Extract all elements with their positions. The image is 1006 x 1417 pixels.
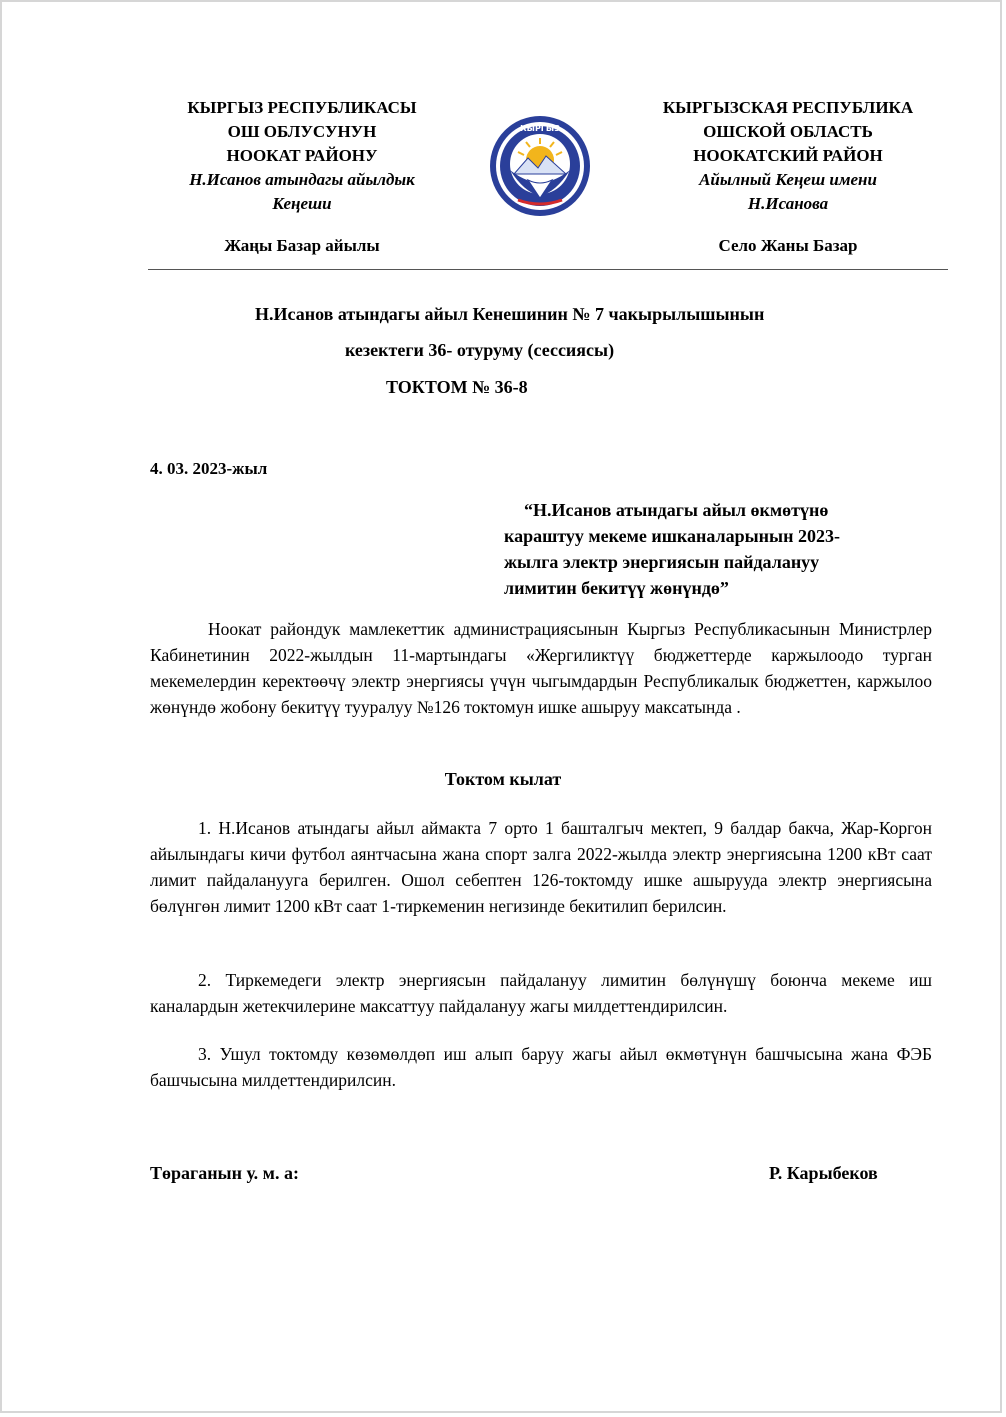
header-right-line5: Н.Исанова (747, 194, 829, 213)
subject-line3: жылга электр энергиясын пайдалануу (504, 552, 820, 572)
header-left-line2: ОШ ОБЛУСУНУН (227, 122, 377, 141)
resolution-item-2: 2. Тиркемедеги электр энергиясын пайдалануу лимитин бөлүнүшү боюнча мекеме иш каналардын жетекчилерине максаттуу пайдалануу жагы милдеттендирилсин. (150, 970, 932, 1016)
header-right-line1: КЫРГЫЗСКАЯ РЕСПУБЛИКА (662, 98, 914, 117)
state-emblem-icon (488, 114, 592, 218)
header-right-line4: Айылный Кеңеш имени (699, 170, 877, 189)
document-date: 4. 03. 2023-жыл (150, 459, 268, 478)
subject-block (504, 497, 926, 601)
header-right-line3: НООКАТСКИЙ РАЙОН (693, 146, 883, 165)
header-right-village: Село Жаны Базар (718, 236, 858, 255)
title-line1: Н.Исанов атындагы айыл Кенешинин № 7 чакырылышынын (255, 304, 765, 324)
header-left-village: Жаңы Базар айылы (224, 236, 380, 255)
title-line2: кезектеги 36- отуруму (сессиясы) (345, 340, 615, 360)
resolution-item-3: 3. Ушул токтомду көзөмөлдөп иш алып баруу жагы айыл өкмөтүнүн башчысына жана ФЭБ башчысына милдеттендирилсин. (150, 1044, 932, 1090)
header-right (638, 96, 938, 258)
subject-line1: “Н.Исанов атындагы айыл өкмөтүнө (524, 500, 829, 520)
emblem-text: КЫРГЫЗ (520, 124, 560, 133)
resolution-number: ТОКТОМ № 36-8 (386, 377, 528, 397)
header-left-line5: Кеңеши (272, 194, 332, 213)
signature-role: Төраганын у. м. а: (150, 1163, 299, 1183)
header-divider (148, 269, 948, 270)
header-left-line1: КЫРГЫЗ РЕСПУБЛИКАСЫ (187, 98, 417, 117)
header-right-line2: ОШСКОЙ ОБЛАСТЬ (703, 122, 873, 141)
header-left (152, 96, 452, 258)
subject-line2: караштуу мекеме ишканаларынын 2023- (504, 526, 840, 546)
resolve-heading: Токтом кылат (444, 769, 562, 789)
signature-name: Р. Карыбеков (769, 1163, 878, 1183)
resolution-item-1: 1. Н.Исанов атындагы айыл аймакта 7 орто 1 башталгыч мектеп, 9 балдар бакча, Жар-Коргон айылындагы кичи футбол аянтчасына жана спорт залга 2022-жылда электр энергиясына 1200 кВт саат лимит пайдаланууга берилген. Ошол себептен 126-токтомду ишке ашырууда электр энергиясына бөлүнгөн лимит 1200 кВт саат 1-тиркеменин негизинде бекитилип берилсин. (150, 818, 932, 916)
header-left-line4: Н.Исанов атындагы айылдык (189, 170, 415, 189)
intro-paragraph: Ноокат райондук мамлекеттик администрациясынын Кыргыз Республикасынын Министрлер Кабинетинин 2022-жылдын 11-мартындагы «Жергиликтүү бюджеттерде каржылоодо турган мекемелердин керектөөчү электр энергиясы үчүн чыгымдардын Республикалык бюджеттен, каржылоо жөнүндө жобону бекитүү тууралуу №126 токтомун ишке ашыруу максатында . (150, 619, 932, 717)
subject-line4: лимитин бекитүү жөнүндө” (504, 578, 729, 598)
header-left-line3: НООКАТ РАЙОНУ (226, 146, 378, 165)
